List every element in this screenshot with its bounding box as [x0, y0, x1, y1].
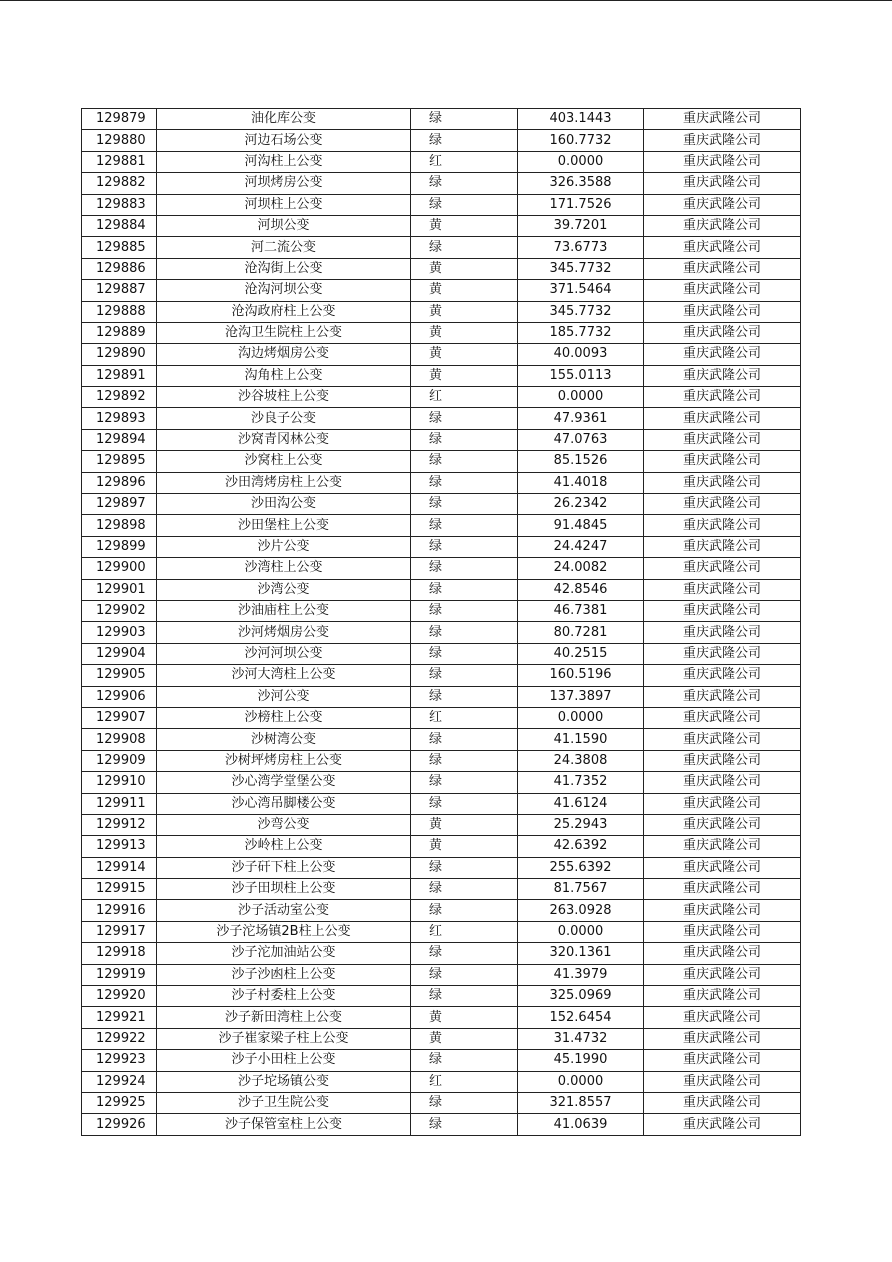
- station-name-cell: 沙子矸下柱上公变: [157, 857, 411, 878]
- value-cell: 137.3897: [518, 686, 644, 707]
- company-cell: 重庆武隆公司: [644, 109, 801, 130]
- table-row: [82, 151, 801, 172]
- value-cell: 47.9361: [518, 408, 644, 429]
- status-cell: 黄: [411, 1028, 518, 1049]
- station-name-cell: 沙心湾吊脚楼公变: [157, 793, 411, 814]
- value-cell: 41.6124: [518, 793, 644, 814]
- table-row: [82, 215, 801, 236]
- table-body: [82, 109, 801, 1136]
- row-id-cell: 129914: [82, 857, 157, 878]
- row-id-cell: 129896: [82, 472, 157, 493]
- company-cell: 重庆武隆公司: [644, 408, 801, 429]
- status-cell: 绿: [411, 494, 518, 515]
- table-row: [82, 836, 801, 857]
- table-row: [82, 707, 801, 728]
- row-id-cell: 129894: [82, 429, 157, 450]
- company-cell: 重庆武隆公司: [644, 215, 801, 236]
- table-row: [82, 472, 801, 493]
- row-id-cell: 129880: [82, 130, 157, 151]
- status-cell: 黄: [411, 258, 518, 279]
- value-cell: 45.1990: [518, 1050, 644, 1071]
- status-cell: 绿: [411, 793, 518, 814]
- station-name-cell: 沙湾公变: [157, 579, 411, 600]
- value-cell: 320.1361: [518, 943, 644, 964]
- value-cell: 371.5464: [518, 280, 644, 301]
- company-cell: 重庆武隆公司: [644, 793, 801, 814]
- table-row: [82, 280, 801, 301]
- status-cell: 绿: [411, 429, 518, 450]
- status-cell: 绿: [411, 173, 518, 194]
- status-cell: 红: [411, 151, 518, 172]
- station-name-cell: 沙窝柱上公变: [157, 451, 411, 472]
- row-id-cell: 129887: [82, 280, 157, 301]
- station-name-cell: 沙河烤烟房公变: [157, 622, 411, 643]
- status-cell: 黄: [411, 301, 518, 322]
- station-name-cell: 沧沟卫生院柱上公变: [157, 322, 411, 343]
- station-name-cell: 河二流公变: [157, 237, 411, 258]
- status-cell: 黄: [411, 365, 518, 386]
- table-row: [82, 258, 801, 279]
- value-cell: 263.0928: [518, 900, 644, 921]
- table-row: [82, 814, 801, 835]
- row-id-cell: 129917: [82, 921, 157, 942]
- row-id-cell: 129891: [82, 365, 157, 386]
- station-name-cell: 河坝柱上公变: [157, 194, 411, 215]
- value-cell: 345.7732: [518, 258, 644, 279]
- station-name-cell: 沙子新田湾柱上公变: [157, 1007, 411, 1028]
- table-row: [82, 536, 801, 557]
- status-cell: 绿: [411, 686, 518, 707]
- station-name-cell: 沙子活动室公变: [157, 900, 411, 921]
- company-cell: 重庆武隆公司: [644, 151, 801, 172]
- row-id-cell: 129920: [82, 986, 157, 1007]
- value-cell: 42.8546: [518, 579, 644, 600]
- status-cell: 绿: [411, 451, 518, 472]
- station-name-cell: 沙河公变: [157, 686, 411, 707]
- table-row: [82, 686, 801, 707]
- station-name-cell: 沙岭柱上公变: [157, 836, 411, 857]
- status-cell: 黄: [411, 1007, 518, 1028]
- value-cell: 321.8557: [518, 1092, 644, 1113]
- table-row: [82, 387, 801, 408]
- company-cell: 重庆武隆公司: [644, 943, 801, 964]
- station-name-cell: 沙河河坝公变: [157, 643, 411, 664]
- company-cell: 重庆武隆公司: [644, 750, 801, 771]
- station-name-cell: 沙榜柱上公变: [157, 707, 411, 728]
- company-cell: 重庆武隆公司: [644, 472, 801, 493]
- value-cell: 46.7381: [518, 600, 644, 621]
- station-name-cell: 沙河大湾柱上公变: [157, 665, 411, 686]
- value-cell: 47.0763: [518, 429, 644, 450]
- status-cell: 绿: [411, 857, 518, 878]
- company-cell: 重庆武隆公司: [644, 280, 801, 301]
- table-row: [82, 515, 801, 536]
- value-cell: 24.4247: [518, 536, 644, 557]
- station-name-cell: 沙子沱加油站公变: [157, 943, 411, 964]
- status-cell: 绿: [411, 1050, 518, 1071]
- company-cell: 重庆武隆公司: [644, 1007, 801, 1028]
- status-cell: 黄: [411, 215, 518, 236]
- station-name-cell: 沙片公变: [157, 536, 411, 557]
- station-name-cell: 沙湾柱上公变: [157, 558, 411, 579]
- company-cell: 重庆武隆公司: [644, 729, 801, 750]
- company-cell: 重庆武隆公司: [644, 258, 801, 279]
- company-cell: 重庆武隆公司: [644, 1092, 801, 1113]
- table-row: [82, 665, 801, 686]
- table-row: [82, 643, 801, 664]
- company-cell: 重庆武隆公司: [644, 707, 801, 728]
- company-cell: 重庆武隆公司: [644, 130, 801, 151]
- station-name-cell: 河坝公变: [157, 215, 411, 236]
- table-row: [82, 729, 801, 750]
- company-cell: 重庆武隆公司: [644, 344, 801, 365]
- table-row: [82, 194, 801, 215]
- station-name-cell: 沙子小田柱上公变: [157, 1050, 411, 1071]
- table-row: [82, 622, 801, 643]
- value-cell: 171.7526: [518, 194, 644, 215]
- company-cell: 重庆武隆公司: [644, 237, 801, 258]
- table-row: [82, 408, 801, 429]
- company-cell: 重庆武隆公司: [644, 1028, 801, 1049]
- station-name-cell: 沙田湾烤房柱上公变: [157, 472, 411, 493]
- status-cell: 绿: [411, 643, 518, 664]
- value-cell: 152.6454: [518, 1007, 644, 1028]
- station-name-cell: 沙子村委柱上公变: [157, 986, 411, 1007]
- station-name-cell: 沙田堡柱上公变: [157, 515, 411, 536]
- row-id-cell: 129902: [82, 600, 157, 621]
- status-cell: 绿: [411, 1114, 518, 1135]
- table-row: [82, 1114, 801, 1135]
- value-cell: 41.1590: [518, 729, 644, 750]
- station-name-cell: 沙树坪烤房柱上公变: [157, 750, 411, 771]
- row-id-cell: 129926: [82, 1114, 157, 1135]
- table-row: [82, 301, 801, 322]
- row-id-cell: 129913: [82, 836, 157, 857]
- company-cell: 重庆武隆公司: [644, 665, 801, 686]
- company-cell: 重庆武隆公司: [644, 686, 801, 707]
- status-cell: 绿: [411, 986, 518, 1007]
- value-cell: 39.7201: [518, 215, 644, 236]
- table-row: [82, 1050, 801, 1071]
- status-cell: 红: [411, 921, 518, 942]
- row-id-cell: 129885: [82, 237, 157, 258]
- status-cell: 绿: [411, 600, 518, 621]
- status-cell: 绿: [411, 558, 518, 579]
- station-name-cell: 沙弯公变: [157, 814, 411, 835]
- station-name-cell: 沙子田坝柱上公变: [157, 879, 411, 900]
- table-row: [82, 322, 801, 343]
- value-cell: 42.6392: [518, 836, 644, 857]
- value-cell: 41.3979: [518, 964, 644, 985]
- company-cell: 重庆武隆公司: [644, 301, 801, 322]
- status-cell: 绿: [411, 665, 518, 686]
- station-name-cell: 沟边烤烟房公变: [157, 344, 411, 365]
- status-cell: 绿: [411, 194, 518, 215]
- value-cell: 325.0969: [518, 986, 644, 1007]
- table-row: [82, 921, 801, 942]
- company-cell: 重庆武隆公司: [644, 879, 801, 900]
- company-cell: 重庆武隆公司: [644, 986, 801, 1007]
- value-cell: 40.0093: [518, 344, 644, 365]
- row-id-cell: 129900: [82, 558, 157, 579]
- company-cell: 重庆武隆公司: [644, 600, 801, 621]
- station-name-cell: 沙田沟公变: [157, 494, 411, 515]
- company-cell: 重庆武隆公司: [644, 643, 801, 664]
- status-cell: 绿: [411, 579, 518, 600]
- status-cell: 绿: [411, 1092, 518, 1113]
- table-row: [82, 130, 801, 151]
- row-id-cell: 129915: [82, 879, 157, 900]
- station-name-cell: 沙子卫生院公变: [157, 1092, 411, 1113]
- status-cell: 绿: [411, 900, 518, 921]
- row-id-cell: 129903: [82, 622, 157, 643]
- row-id-cell: 129879: [82, 109, 157, 130]
- value-cell: 40.2515: [518, 643, 644, 664]
- station-name-cell: 沙油庙柱上公变: [157, 600, 411, 621]
- value-cell: 24.3808: [518, 750, 644, 771]
- status-cell: 黄: [411, 814, 518, 835]
- table-row: [82, 964, 801, 985]
- row-id-cell: 129912: [82, 814, 157, 835]
- station-name-cell: 沙子保管室柱上公变: [157, 1114, 411, 1135]
- company-cell: 重庆武隆公司: [644, 1114, 801, 1135]
- table-row: [82, 558, 801, 579]
- company-cell: 重庆武隆公司: [644, 1050, 801, 1071]
- row-id-cell: 129895: [82, 451, 157, 472]
- station-name-cell: 河坝烤房公变: [157, 173, 411, 194]
- table-row: [82, 237, 801, 258]
- company-cell: 重庆武隆公司: [644, 558, 801, 579]
- station-name-cell: 沙谷坡柱上公变: [157, 387, 411, 408]
- transformer-table: [81, 108, 801, 1136]
- station-name-cell: 沟角柱上公变: [157, 365, 411, 386]
- row-id-cell: 129888: [82, 301, 157, 322]
- company-cell: 重庆武隆公司: [644, 921, 801, 942]
- station-name-cell: 沧沟河坝公变: [157, 280, 411, 301]
- table-row: [82, 900, 801, 921]
- value-cell: 0.0000: [518, 1071, 644, 1092]
- status-cell: 红: [411, 707, 518, 728]
- row-id-cell: 129893: [82, 408, 157, 429]
- value-cell: 80.7281: [518, 622, 644, 643]
- table-row: [82, 1071, 801, 1092]
- station-name-cell: 沙心湾学堂堡公变: [157, 772, 411, 793]
- company-cell: 重庆武隆公司: [644, 515, 801, 536]
- value-cell: 85.1526: [518, 451, 644, 472]
- status-cell: 红: [411, 387, 518, 408]
- row-id-cell: 129906: [82, 686, 157, 707]
- status-cell: 绿: [411, 964, 518, 985]
- value-cell: 41.0639: [518, 1114, 644, 1135]
- station-name-cell: 沙子沙凼柱上公变: [157, 964, 411, 985]
- row-id-cell: 129898: [82, 515, 157, 536]
- company-cell: 重庆武隆公司: [644, 536, 801, 557]
- value-cell: 0.0000: [518, 707, 644, 728]
- status-cell: 黄: [411, 344, 518, 365]
- station-name-cell: 沙良子公变: [157, 408, 411, 429]
- table-row: [82, 451, 801, 472]
- table-row: [82, 365, 801, 386]
- row-id-cell: 129911: [82, 793, 157, 814]
- row-id-cell: 129904: [82, 643, 157, 664]
- row-id-cell: 129892: [82, 387, 157, 408]
- station-name-cell: 沙窝青冈林公变: [157, 429, 411, 450]
- row-id-cell: 129897: [82, 494, 157, 515]
- value-cell: 81.7567: [518, 879, 644, 900]
- table-row: [82, 857, 801, 878]
- status-cell: 黄: [411, 280, 518, 301]
- table-row: [82, 793, 801, 814]
- value-cell: 160.5196: [518, 665, 644, 686]
- company-cell: 重庆武隆公司: [644, 322, 801, 343]
- table-row: [82, 750, 801, 771]
- station-name-cell: 沙子坨场镇公变: [157, 1071, 411, 1092]
- value-cell: 0.0000: [518, 921, 644, 942]
- value-cell: 326.3588: [518, 173, 644, 194]
- company-cell: 重庆武隆公司: [644, 429, 801, 450]
- company-cell: 重庆武隆公司: [644, 857, 801, 878]
- status-cell: 绿: [411, 130, 518, 151]
- value-cell: 160.7732: [518, 130, 644, 151]
- status-cell: 黄: [411, 836, 518, 857]
- value-cell: 0.0000: [518, 151, 644, 172]
- row-id-cell: 129921: [82, 1007, 157, 1028]
- status-cell: 绿: [411, 472, 518, 493]
- row-id-cell: 129881: [82, 151, 157, 172]
- company-cell: 重庆武隆公司: [644, 900, 801, 921]
- company-cell: 重庆武隆公司: [644, 194, 801, 215]
- table-row: [82, 600, 801, 621]
- value-cell: 25.2943: [518, 814, 644, 835]
- status-cell: 绿: [411, 879, 518, 900]
- value-cell: 185.7732: [518, 322, 644, 343]
- company-cell: 重庆武隆公司: [644, 964, 801, 985]
- row-id-cell: 129889: [82, 322, 157, 343]
- station-name-cell: 油化库公变: [157, 109, 411, 130]
- status-cell: 绿: [411, 536, 518, 557]
- value-cell: 91.4845: [518, 515, 644, 536]
- table-row: [82, 579, 801, 600]
- value-cell: 0.0000: [518, 387, 644, 408]
- station-name-cell: 河沟柱上公变: [157, 151, 411, 172]
- value-cell: 31.4732: [518, 1028, 644, 1049]
- row-id-cell: 129916: [82, 900, 157, 921]
- page-top-rule: [0, 0, 892, 1]
- value-cell: 73.6773: [518, 237, 644, 258]
- row-id-cell: 129884: [82, 215, 157, 236]
- row-id-cell: 129907: [82, 707, 157, 728]
- row-id-cell: 129923: [82, 1050, 157, 1071]
- row-id-cell: 129919: [82, 964, 157, 985]
- row-id-cell: 129909: [82, 750, 157, 771]
- station-name-cell: 沙子沱场镇2B柱上公变: [157, 921, 411, 942]
- table-row: [82, 879, 801, 900]
- table-row: [82, 173, 801, 194]
- status-cell: 绿: [411, 772, 518, 793]
- company-cell: 重庆武隆公司: [644, 173, 801, 194]
- value-cell: 24.0082: [518, 558, 644, 579]
- company-cell: 重庆武隆公司: [644, 814, 801, 835]
- table-row: [82, 1007, 801, 1028]
- status-cell: 红: [411, 1071, 518, 1092]
- status-cell: 绿: [411, 622, 518, 643]
- status-cell: 绿: [411, 515, 518, 536]
- company-cell: 重庆武隆公司: [644, 1071, 801, 1092]
- row-id-cell: 129890: [82, 344, 157, 365]
- row-id-cell: 129910: [82, 772, 157, 793]
- row-id-cell: 129899: [82, 536, 157, 557]
- value-cell: 255.6392: [518, 857, 644, 878]
- row-id-cell: 129883: [82, 194, 157, 215]
- row-id-cell: 129882: [82, 173, 157, 194]
- company-cell: 重庆武隆公司: [644, 387, 801, 408]
- status-cell: 绿: [411, 109, 518, 130]
- value-cell: 41.7352: [518, 772, 644, 793]
- table-row: [82, 1092, 801, 1113]
- company-cell: 重庆武隆公司: [644, 772, 801, 793]
- status-cell: 绿: [411, 729, 518, 750]
- table-row: [82, 429, 801, 450]
- row-id-cell: 129918: [82, 943, 157, 964]
- status-cell: 黄: [411, 322, 518, 343]
- row-id-cell: 129901: [82, 579, 157, 600]
- value-cell: 41.4018: [518, 472, 644, 493]
- table-row: [82, 772, 801, 793]
- company-cell: 重庆武隆公司: [644, 622, 801, 643]
- table-row: [82, 1028, 801, 1049]
- company-cell: 重庆武隆公司: [644, 494, 801, 515]
- status-cell: 绿: [411, 408, 518, 429]
- station-name-cell: 沧沟街上公变: [157, 258, 411, 279]
- value-cell: 26.2342: [518, 494, 644, 515]
- table-row: [82, 943, 801, 964]
- status-cell: 绿: [411, 750, 518, 771]
- row-id-cell: 129925: [82, 1092, 157, 1113]
- station-name-cell: 河边石场公变: [157, 130, 411, 151]
- value-cell: 345.7732: [518, 301, 644, 322]
- table-row: [82, 494, 801, 515]
- company-cell: 重庆武隆公司: [644, 365, 801, 386]
- status-cell: 绿: [411, 237, 518, 258]
- row-id-cell: 129886: [82, 258, 157, 279]
- station-name-cell: 沙树湾公变: [157, 729, 411, 750]
- table-row: [82, 109, 801, 130]
- row-id-cell: 129908: [82, 729, 157, 750]
- value-cell: 155.0113: [518, 365, 644, 386]
- table-row: [82, 986, 801, 1007]
- company-cell: 重庆武隆公司: [644, 451, 801, 472]
- row-id-cell: 129922: [82, 1028, 157, 1049]
- value-cell: 403.1443: [518, 109, 644, 130]
- table-row: [82, 344, 801, 365]
- station-name-cell: 沧沟政府柱上公变: [157, 301, 411, 322]
- row-id-cell: 129924: [82, 1071, 157, 1092]
- station-name-cell: 沙子崔家梁子柱上公变: [157, 1028, 411, 1049]
- company-cell: 重庆武隆公司: [644, 579, 801, 600]
- status-cell: 绿: [411, 943, 518, 964]
- company-cell: 重庆武隆公司: [644, 836, 801, 857]
- row-id-cell: 129905: [82, 665, 157, 686]
